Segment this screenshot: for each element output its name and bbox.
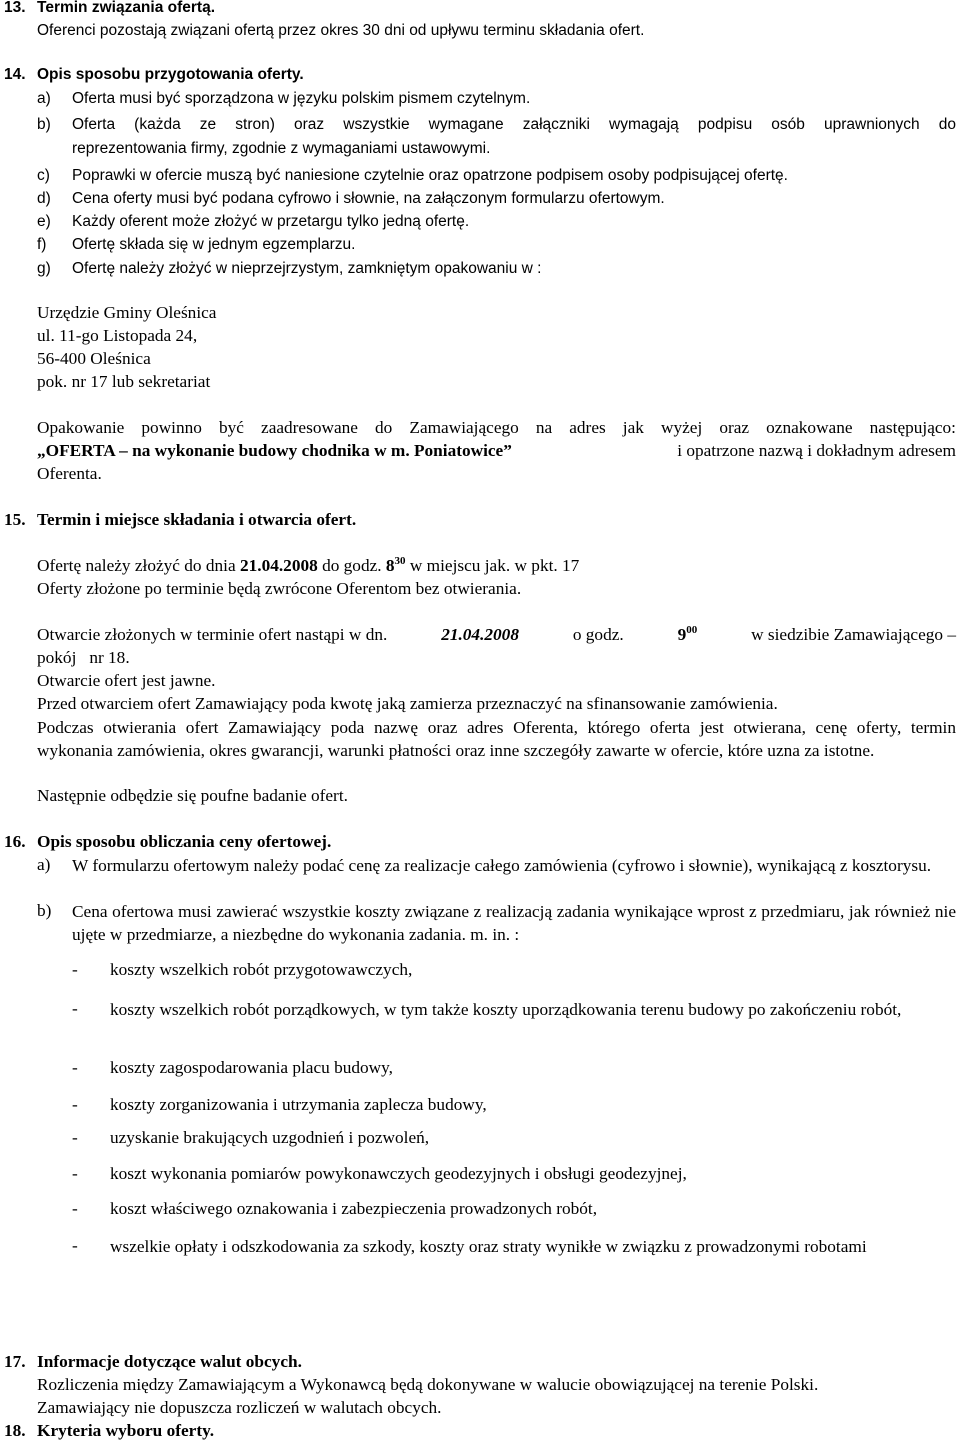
- address-line: ul. 11-go Listopada 24,: [37, 326, 198, 345]
- section-number: 16.: [4, 832, 26, 851]
- section-text: Przed otwarciem ofert Zamawiający poda kwotę jaką zamierza przeznaczyć na sfinansowanie zamówienia.: [37, 694, 778, 713]
- list-item-cont: reprezentowania firmy, zgodnie z wymaganiami ustawowymi.: [72, 140, 491, 157]
- section-title: Informacje dotyczące walut obcych.: [37, 1352, 302, 1371]
- opening-time: [678, 624, 698, 646]
- section-title: Opis sposobu przygotowania oferty.: [37, 66, 304, 83]
- dash-marker: -: [72, 1095, 78, 1114]
- dash-marker: -: [72, 1236, 78, 1255]
- time-hour: 9: [677, 625, 687, 644]
- opening-text: o godz.: [572, 625, 624, 644]
- packaging-text: i opatrzone nazwą i dokładnym adresem: [677, 441, 956, 460]
- list-marker: f): [37, 236, 47, 253]
- list-item: W formularzu ofertowym należy podać cenę za realizacje całego zamówienia (cyfrowo i słownie), wynikającą z kosztorysu.: [72, 856, 932, 875]
- packaging-line: [37, 440, 956, 462]
- cost-item: uzyskanie brakujących uzgodnień i pozwoleń,: [110, 1128, 430, 1147]
- list-item: Każdy oferent może złożyć w przetargu tylko jedną ofertę.: [72, 213, 470, 230]
- list-item: Cena ofertowa musi zawierać wszystkie koszty związane z realizacją zadania wynikające wprost z przedmiaru, jak również nie ujęte w przedmiarze, a niezbędne do wykonania zadania. m. in. :: [72, 902, 956, 944]
- packaging-text: Opakowanie powinno być zaadresowane do Zamawiającego na adres jak wyżej oraz oznakowane następująco:: [37, 418, 956, 437]
- section-text: Rozliczenia między Zamawiającym a Wykonawcą będą dokonywane w walucie obowiązującej na terenie Polski.: [37, 1375, 819, 1394]
- dash-marker: -: [72, 1164, 78, 1183]
- opening-text: w siedzibie Zamawiającego –: [751, 625, 956, 644]
- address-line: pok. nr 17 lub sekretariat: [37, 372, 211, 391]
- opening-text: Otwarcie złożonych w terminie ofert nastąpi w dn.: [37, 625, 388, 644]
- section-number: 17.: [4, 1352, 26, 1371]
- deadline-date: 21.04.2008: [239, 556, 318, 575]
- dash-marker: -: [72, 999, 78, 1018]
- section-text: Podczas otwierania ofert Zamawiający poda nazwę oraz adres Oferenta, którego oferta jest otwierana, cenę oferty, termin wykonania zamówienia, okres gwarancji, warunki płatności oraz inne szczegóły zawarte w ofercie, które uzna za istotne.: [37, 718, 956, 760]
- section-text: Oferenci pozostają związani ofertą przez okres 30 dni od upływu terminu składania ofert.: [37, 22, 645, 39]
- packaging-text: Oferenta.: [37, 464, 102, 483]
- list-marker: a): [37, 855, 51, 874]
- dash-marker: -: [72, 1199, 78, 1218]
- packaging-label: „OFERTA – na wykonanie budowy chodnika w m. Poniatowice”: [37, 441, 512, 460]
- opening-line: [37, 624, 956, 646]
- list-marker: b): [37, 901, 52, 920]
- section-text: Oferty złożone po terminie będą zwrócone Oferentom bez otwierania.: [37, 579, 522, 598]
- list-marker: b): [37, 116, 51, 133]
- cost-item: koszty zagospodarowania placu budowy,: [110, 1058, 393, 1077]
- section-title: Kryteria wyboru oferty.: [37, 1421, 215, 1440]
- section-title: Termin i miejsce składania i otwarcia ofert.: [37, 510, 357, 529]
- cost-item: koszty wszelkich robót porządkowych, w tym także koszty uporządkowania terenu budowy po zakończeniu robót,: [110, 1000, 902, 1019]
- list-marker: a): [37, 90, 51, 107]
- cost-item: koszt wykonania pomiarów powykonawczych geodezyjnych i obsługi geodezyjnej,: [110, 1164, 687, 1183]
- cost-item: koszty zorganizowania i utrzymania zaplecza budowy,: [110, 1095, 487, 1114]
- section-text: Następnie odbędzie się poufne badanie ofert.: [37, 786, 348, 805]
- section-number: 14.: [4, 66, 26, 83]
- section-text: Zamawiający nie dopuszcza rozliczeń w walutach obcych.: [37, 1398, 442, 1417]
- cost-item: wszelkie opłaty i odszkodowania za szkody, koszty oraz straty wynikłe w związku z prowadzonymi robotami: [110, 1237, 867, 1256]
- dash-marker: -: [72, 1058, 78, 1077]
- list-marker: c): [37, 167, 50, 184]
- section-number: 15.: [4, 510, 26, 529]
- list-item: Oferta (każda ze stron) oraz wszystkie wymagane załączniki wymagają podpisu osób uprawnionych do: [72, 116, 956, 133]
- section-title: Termin związania ofertą.: [37, 0, 216, 16]
- deadline-text: Ofertę należy złożyć do dnia: [37, 556, 236, 575]
- deadline-line: [37, 555, 579, 577]
- cost-item: koszty wszelkich robót przygotowawczych,: [110, 960, 413, 979]
- time-minutes: 00: [686, 624, 698, 637]
- deadline-text: w miejscu jak. w pkt. 17: [409, 556, 580, 575]
- cost-item: koszt właściwego oznakowania i zabezpieczenia prowadzonych robót,: [110, 1199, 598, 1218]
- address-line: 56-400 Oleśnica: [37, 349, 151, 368]
- list-item: Cena oferty musi być podana cyfrowo i słownie, na załączonym formularzu ofertowym.: [72, 190, 665, 207]
- list-marker: e): [37, 213, 51, 230]
- opening-date: 21.04.2008: [441, 625, 519, 644]
- time-hour: 8: [385, 556, 395, 575]
- address-line: Urzędzie Gminy Oleśnica: [37, 303, 217, 322]
- section-title: Opis sposobu obliczania ceny ofertowej.: [37, 832, 332, 851]
- section-text: pokój nr 18.: [37, 648, 130, 667]
- list-marker: g): [37, 260, 51, 277]
- dash-marker: -: [72, 960, 78, 979]
- list-item: Ofertę składa się w jednym egzemplarzu.: [72, 236, 356, 253]
- deadline-time: [386, 556, 406, 575]
- time-minutes: 30: [394, 555, 406, 568]
- section-number: 18.: [4, 1421, 26, 1440]
- list-item: Ofertę należy złożyć w nieprzejrzystym, zamkniętym opakowaniu w :: [72, 260, 542, 277]
- list-item: Poprawki w ofercie muszą być naniesione czytelnie oraz opatrzone podpisem osoby podpisującej ofertę.: [72, 167, 788, 184]
- list-marker: d): [37, 190, 51, 207]
- section-number: 13.: [4, 0, 26, 16]
- dash-marker: -: [72, 1128, 78, 1147]
- section-text: Otwarcie ofert jest jawne.: [37, 671, 216, 690]
- list-item: Oferta musi być sporządzona w języku polskim pismem czytelnym.: [72, 90, 531, 107]
- deadline-text: do godz.: [322, 556, 382, 575]
